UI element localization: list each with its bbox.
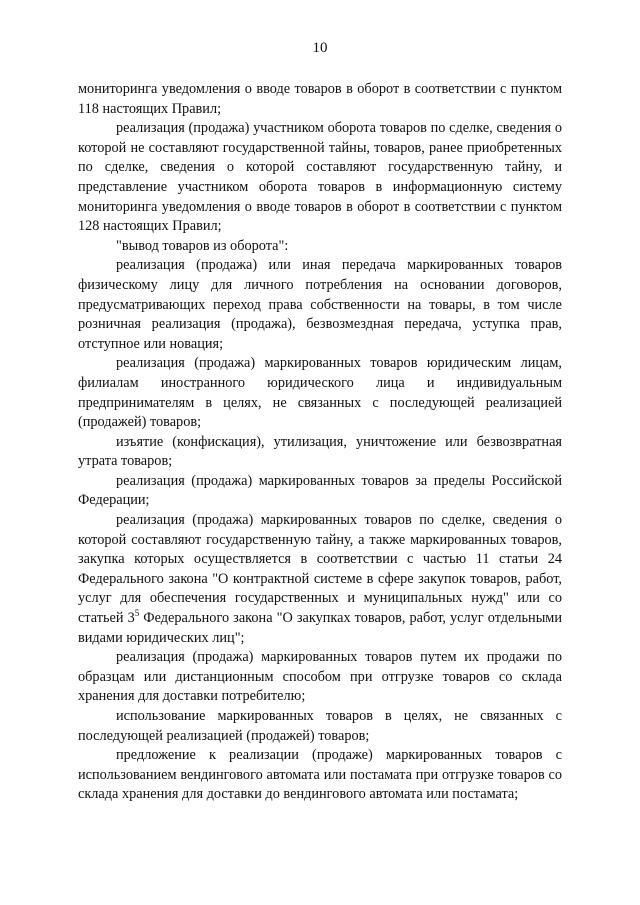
paragraph-confiscation: изъятие (конфискация), утилизация, уничтожение или безвозвратная утрата товаров; [78,433,562,470]
paragraph-remote-sale: реализация (продажа) маркированных товаров путем их продажи по образцам или дистанционным способом при отгрузке товаров со склада хранения для доставки потребителю; [78,649,562,705]
paragraph-vending: предложение к реализации (продаже) маркированных товаров с использованием вендингового автомата или постамата при отгрузке товаров со склада хранения для доставки до вендингового автомата или постамата; [78,747,562,803]
paragraph-retail-transfer: реализация (продажа) или иная передача маркированных товаров физическому лицу для личного потребления на основании договоров, предусматривающих переход права собственности на товары, в том числе розничная реализация (продажа), безвозмездная передача, уступка прав, отступное или новация; [78,257,562,352]
document-body [78,80,562,805]
goszakupki-text-before: реализация (продажа) маркированных товаров по сделке, сведения о которой составляют государственную тайну, а также маркированных товаров, закупка которых осуществляется в соответствии с частью 11 статьи 24 Федерального закона "О контрактной системе в сфере закупок товаров, работ, услуг для обеспечения государственных и муниципальных нужд" или со статьей 3 [78,512,562,627]
paragraph-term-heading: "вывод товаров из оборота": [116,237,289,254]
goszakupki-text-after: Федерального закона "О закупках товаров, работ, услуг отдельными видами юридических лиц"; [78,610,562,646]
paragraph-own-use: использование маркированных товаров в целях, не связанных с последующей реализацией (продажей) товаров; [78,708,562,744]
paragraph-realization-secret: реализация (продажа) участником оборота товаров по сделке, сведения о которой не составляют государственной тайны, товаров, ранее приобретенных по сделке, сведения о которой составляют государственную тайну, и представление участником оборота товаров в информационную систему мониторинга уведомления о вводе товаров в оборот в соответствии с пунктом 128 настоящих Правил; [78,120,562,235]
paragraph-continuation: мониторинга уведомления о вводе товаров в оборот в соответствии с пунктом 118 настоящих Правил; [78,81,562,117]
page-number: 10 [312,40,328,56]
paragraph-export: реализация (продажа) маркированных товаров за пределы Российской Федерации; [78,472,562,509]
article-superscript: 5 [134,608,140,619]
paragraph-legal-entities: реализация (продажа) маркированных товаров юридическим лицам, филиалам иностранного юридического лица и индивидуальным предпринимателям в целях, не связанных с последующей реализацией (продажей) товаров; [78,355,562,431]
paragraph-goszakupki [78,511,562,648]
